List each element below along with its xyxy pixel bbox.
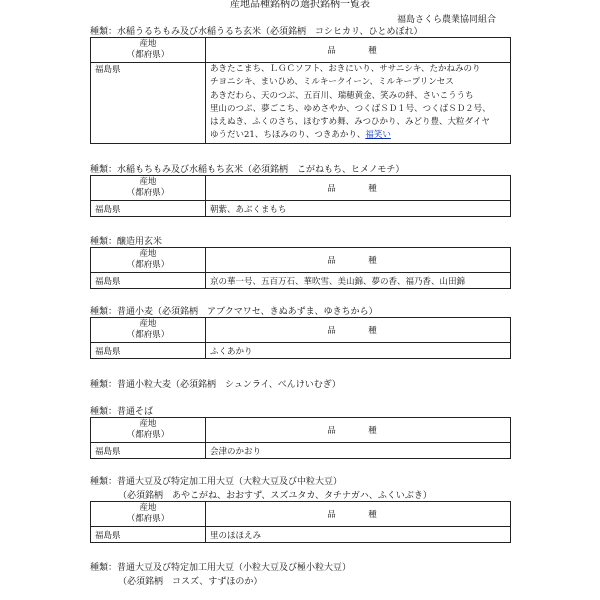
varieties-cell: 里のほほえみ bbox=[206, 527, 511, 543]
table-mochi bbox=[90, 175, 511, 217]
highlighted-variety: 福笑い bbox=[365, 130, 391, 141]
section-label-soybean-small: 種類：普通大豆及び特定加工用大豆（小粒大豆及び極小粒大豆） bbox=[90, 563, 352, 573]
table-row bbox=[91, 201, 511, 217]
variety-header: 品 種 bbox=[206, 176, 511, 201]
varieties-cell: ふくあかり bbox=[206, 343, 511, 359]
place-header: 産地 （都府県） bbox=[91, 38, 206, 63]
section-label-brewing: 種類：醸造用玄米 bbox=[90, 237, 163, 247]
table-row bbox=[91, 527, 511, 543]
variety-header: 品 種 bbox=[206, 418, 511, 443]
variety-line: 里山のつぶ、夢ごこち、ゆめさやか、つくばＳＤ１号、つくばＳＤ２号、 bbox=[210, 103, 491, 114]
place-header: 産地 （都府県） bbox=[91, 248, 206, 273]
section-sublabel-soybean-large: （必須銘柄 あやこがね、おおすず、スズユタカ、タチナガハ、ふくいぶき） bbox=[118, 491, 432, 501]
variety-line: あきだわら、天のつぶ、五百川、瑞穂黄金、笑みの絆、さいこううち bbox=[210, 90, 474, 101]
variety-header: 品 種 bbox=[206, 38, 511, 63]
table-row bbox=[91, 63, 511, 144]
variety-line: ゆうだい21、ちほみのり、つきあかり、福笑い bbox=[210, 130, 391, 141]
variety-header: 品 種 bbox=[206, 248, 511, 273]
prefecture-cell: 福島県 bbox=[91, 443, 206, 459]
table-header-row bbox=[91, 38, 511, 63]
variety-line: チヨニシキ、まいひめ、ミルキークイーン、ミルキープリンセス bbox=[210, 77, 454, 88]
table-row bbox=[91, 343, 511, 359]
table-row bbox=[91, 273, 511, 289]
place-header: 産地 （都府県） bbox=[91, 176, 206, 201]
prefecture-cell: 福島県 bbox=[91, 201, 206, 217]
varieties-cell: 京の華一号、五百万石、華吹雪、美山錦、夢の香、福乃香、山田錦 bbox=[206, 273, 511, 289]
section-label-barley: 種類：普通小粒大麦（必須銘柄 シュンライ、べんけいむぎ） bbox=[90, 380, 341, 390]
section-label-wheat: 種類：普通小麦（必須銘柄 アブクマワセ、きぬあずま、ゆきちから） bbox=[90, 307, 378, 317]
place-header: 産地 （都府県） bbox=[91, 318, 206, 343]
prefecture-cell: 福島県 bbox=[91, 527, 206, 543]
table-uruchi bbox=[90, 37, 511, 144]
document-title: 産地品種銘柄の選択銘柄一覧表 bbox=[230, 0, 370, 10]
variety-header: 品 種 bbox=[206, 318, 511, 343]
variety-header: 品 種 bbox=[206, 502, 511, 527]
variety-line: はえぬき、ふくのさち、ほむすめ舞、みつひかり、みどり豊、大粒ダイヤ bbox=[210, 117, 490, 128]
section-label-uruchi: 種類：水稲うるちもみ及び水稲うるち玄米（必須銘柄 コシヒカリ、ひとめぼれ） bbox=[90, 27, 423, 37]
place-header: 産地 （都府県） bbox=[91, 418, 206, 443]
table-header-row bbox=[91, 176, 511, 201]
place-header: 産地 （都府県） bbox=[91, 502, 206, 527]
table-soybean-large bbox=[90, 501, 511, 543]
table-brewing bbox=[90, 247, 511, 289]
prefecture-cell: 福島県 bbox=[91, 63, 206, 144]
varieties-cell: 朝紫、あぶくまもち bbox=[206, 201, 511, 217]
table-header-row bbox=[91, 418, 511, 443]
section-label-buckwheat: 種類：普通そば bbox=[90, 407, 154, 417]
table-row bbox=[91, 443, 511, 459]
variety-line: あきたこまち、ＬＧＣソフト、おきにいり、ササニシキ、たかねみのり bbox=[210, 64, 481, 74]
organization-name: 福島さくら農業協同組合 bbox=[396, 15, 496, 25]
varieties-cell: 会津のかおり bbox=[206, 443, 511, 459]
table-wheat bbox=[90, 317, 511, 359]
varieties-cell bbox=[206, 63, 511, 144]
section-label-soybean-large: 種類：普通大豆及び特定加工用大豆（大粒大豆及び中粒大豆） bbox=[90, 477, 343, 487]
section-label-mochi: 種類：水稲もちもみ及び水稲もち玄米（必須銘柄 こがねもち、ヒメノモチ） bbox=[90, 165, 405, 175]
section-sublabel-soybean-small: （必須銘柄 コスズ、すずほのか） bbox=[118, 577, 263, 587]
prefecture-cell: 福島県 bbox=[91, 343, 206, 359]
table-header-row bbox=[91, 248, 511, 273]
table-header-row bbox=[91, 502, 511, 527]
table-header-row bbox=[91, 318, 511, 343]
prefecture-cell: 福島県 bbox=[91, 273, 206, 289]
table-buckwheat bbox=[90, 417, 511, 459]
